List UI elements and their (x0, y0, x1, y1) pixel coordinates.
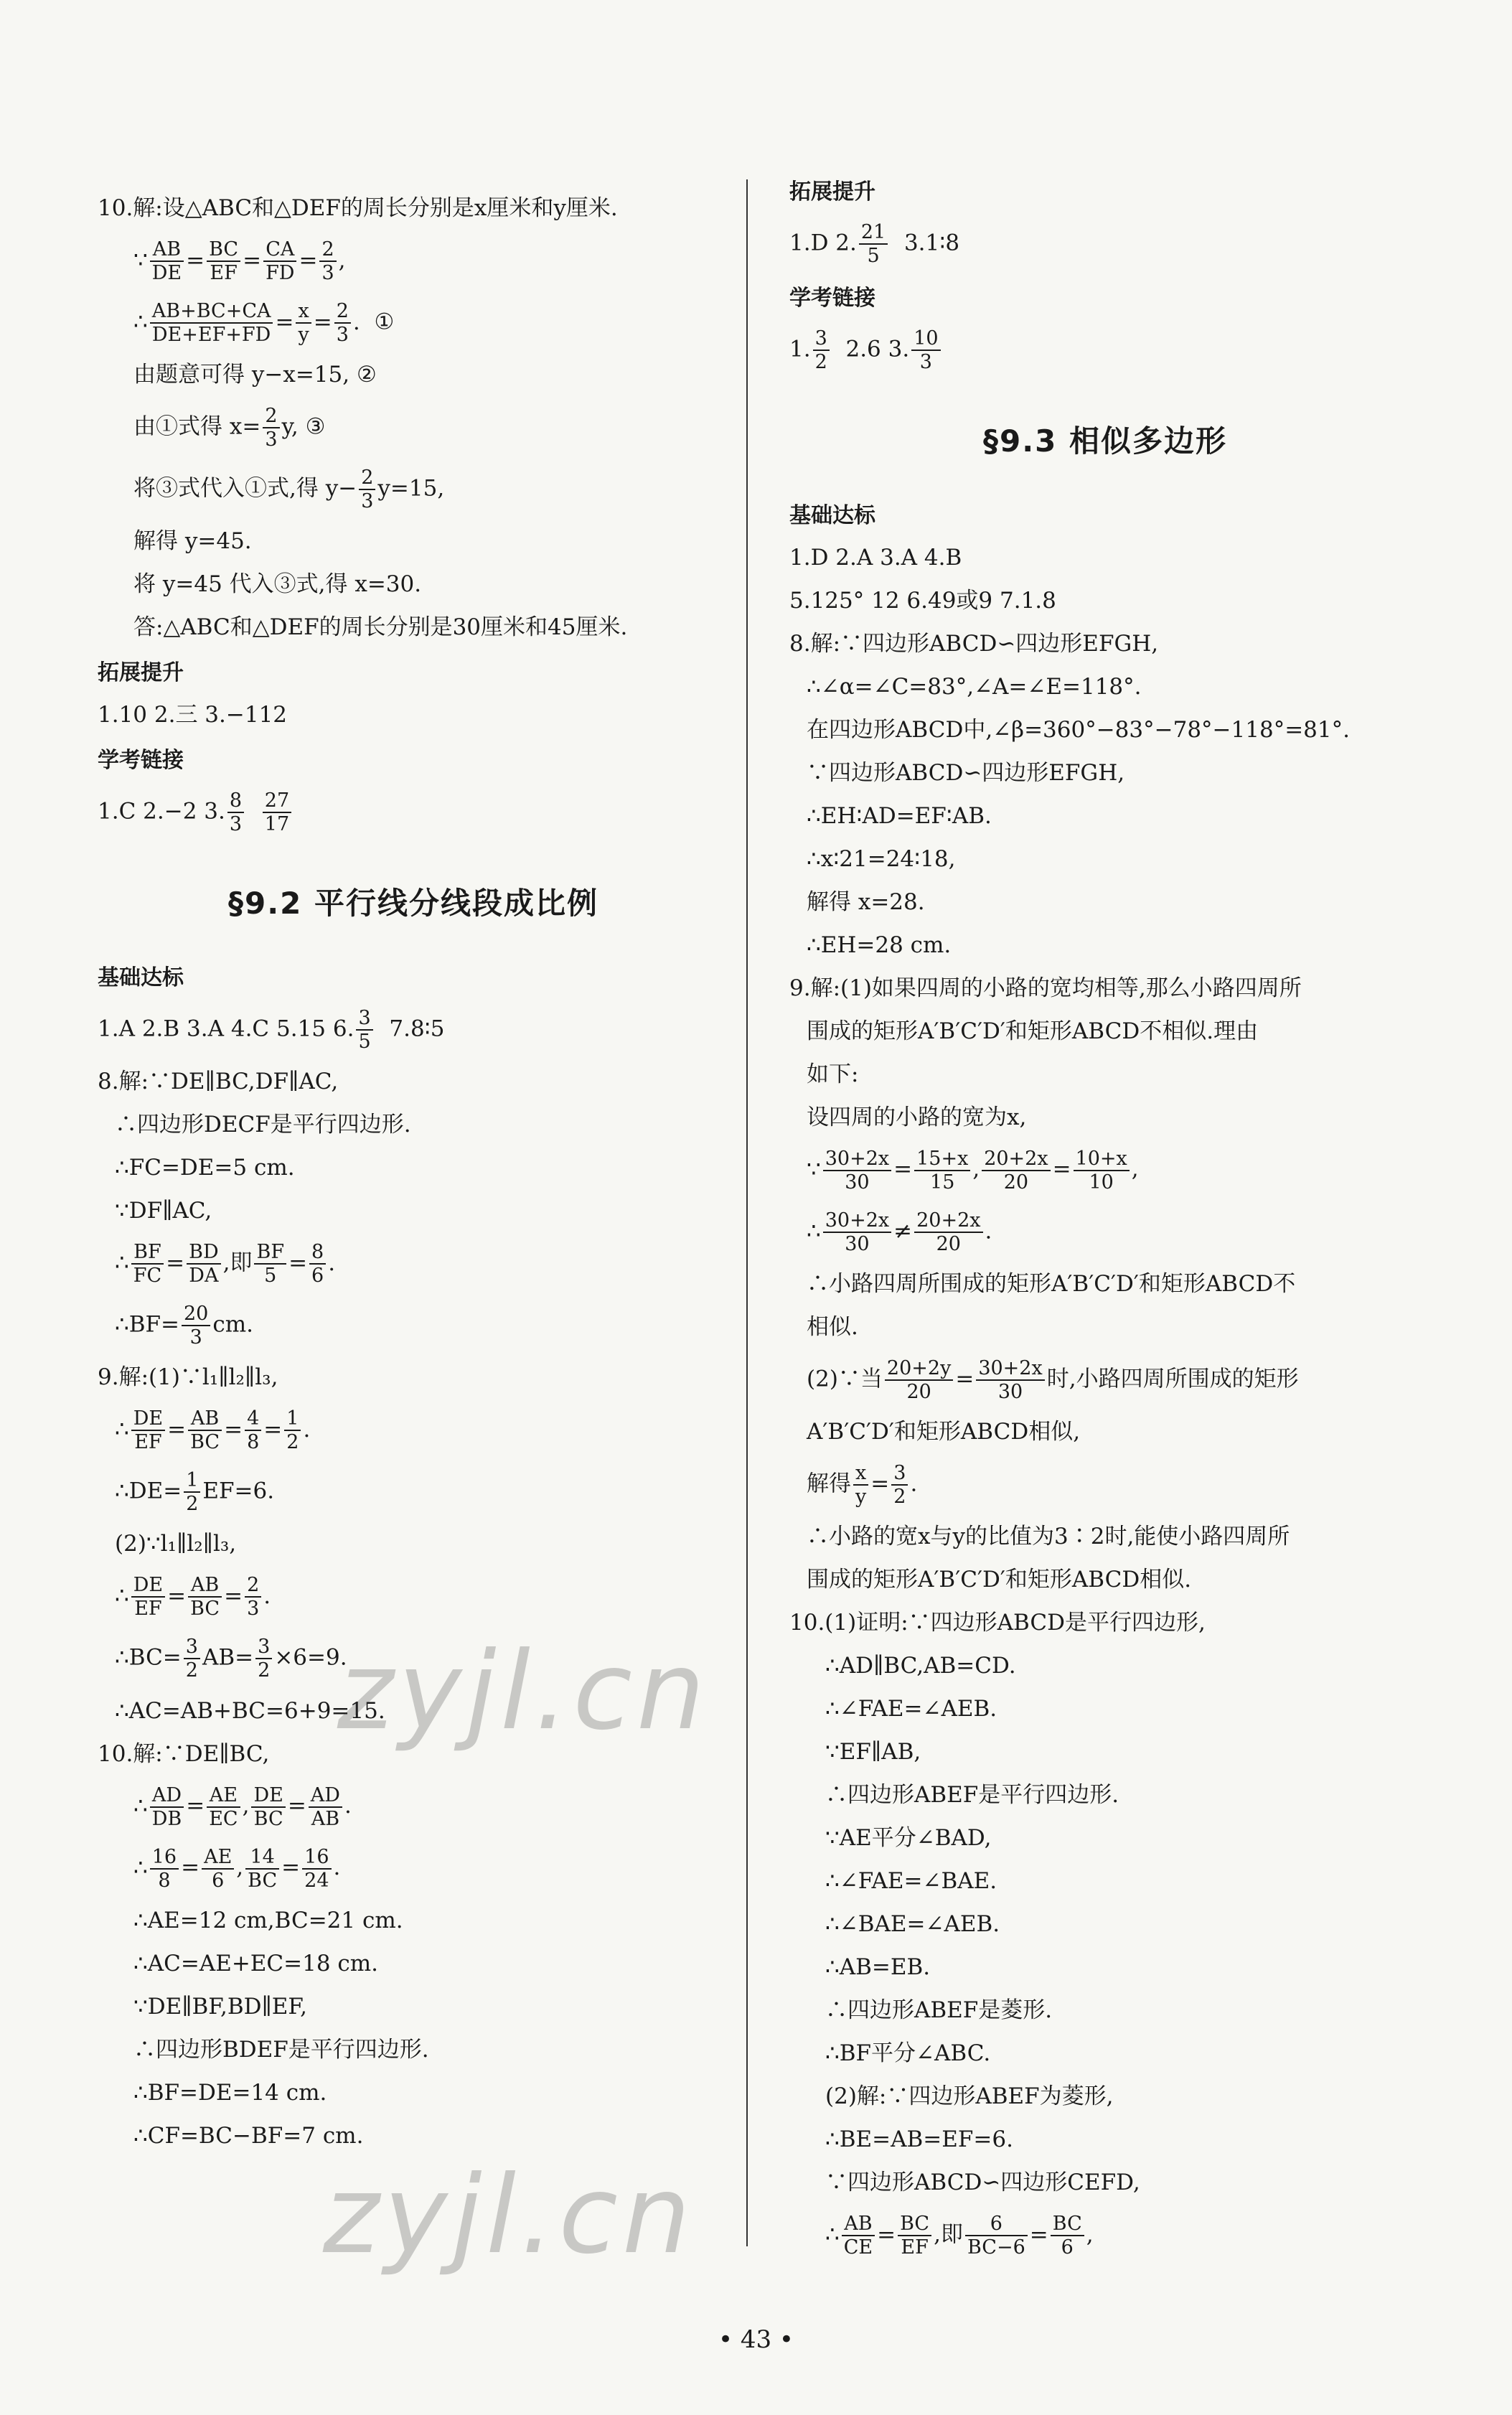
equation: (2)∵当 $\frac{20+2y}{20}$ = $\frac{30+2x}{30}$ 时,小路四周所围成的矩形 (807, 1356, 1299, 1403)
text-line: 5.125° 12 6.49或9 7.1.8 (789, 587, 1056, 614)
numerator: 30+2x (823, 1148, 891, 1171)
text-line: ∴EH∶AD=EF∶AB. (807, 802, 992, 829)
section-heading: 学考链接 (789, 286, 875, 311)
denominator: 30 (997, 1380, 1023, 1403)
section-title: §9.2 平行线分线段成比例 (227, 886, 599, 922)
text-line: ∴四边形ABEF是菱形. (825, 1997, 1053, 2023)
numerator: AD (309, 1784, 342, 1808)
numerator: BC (207, 238, 240, 262)
numerator: CA (263, 238, 296, 262)
equation: ∴ $\frac{AB+BC+CA}{DE+EF+FD}$ = $\frac{x}{y}$ = $\frac{2}{3}$ . ① (133, 300, 395, 347)
fraction (965, 2213, 1028, 2259)
equation: 由①式得 x= $\frac{2}{3}$ y, ③ (133, 405, 326, 451)
fraction (150, 1784, 184, 1830)
denominator: 6 (311, 1265, 324, 1287)
denominator: 2 (185, 1659, 198, 1682)
text-line: ∴四边形DECF是平行四边形. (115, 1111, 411, 1138)
numerator: 14 (245, 1846, 279, 1870)
section-heading: 学考链接 (98, 748, 184, 774)
text-line: ∵DF∥AC, (115, 1197, 212, 1224)
numerator: 2 (359, 466, 375, 490)
column-divider (746, 179, 748, 2246)
equation: ∵ $\frac{30+2x}{30}$ = $\frac{15+x}{15}$ , $\frac{20+2x}{20}$ = $\frac{10+x}{10}$ , (807, 1147, 1139, 1194)
fraction (184, 1636, 200, 1682)
text-line: 1.D 2.A 3.A 4.B (789, 544, 962, 571)
text-line: 如下: (807, 1061, 859, 1087)
denominator: 2 (258, 1659, 271, 1682)
text-line: ∴AB=EB. (825, 1954, 931, 1980)
numerator: AB (188, 1574, 222, 1598)
answer-line: 1. $\frac{3}{2}$ 2.6 3. $\frac{10}{3}$ (789, 327, 1421, 373)
section-heading: 基础达标 (98, 965, 184, 990)
text-line: ∴∠BAE=∠AEB. (825, 1910, 1000, 1937)
fraction (245, 1574, 261, 1620)
fraction (914, 1209, 982, 1255)
fraction (296, 300, 311, 346)
denominator: y (298, 324, 309, 347)
equation: 将③式代入①式,得 y− $\frac{2}{3}$ y=15, (133, 466, 445, 513)
text-line: (2)∵l₁∥l₂∥l₃, (115, 1531, 237, 1557)
equation: ∴ $\frac{BF}{FC}$ = $\frac{BD}{DA}$ ,即 $\frac{BF}{5}$ = $\frac{8}{6}$ . (115, 1240, 336, 1287)
text-line: ∴四边形ABEF是平行四边形. (825, 1781, 1119, 1808)
fraction (813, 327, 830, 373)
denominator: 3 (361, 490, 374, 513)
numerator: 20+2y (885, 1357, 953, 1381)
fraction (150, 238, 184, 284)
watermark: zyjl.cn (323, 2153, 695, 2278)
fraction (1051, 2213, 1084, 2259)
denominator: 15 (930, 1171, 955, 1194)
section-heading: 基础达标 (789, 502, 875, 528)
equation: ∴ $\frac{DE}{EF}$ = $\frac{AB}{BC}$ = $\frac{4}{8}$ = $\frac{1}{2}$ . (115, 1407, 311, 1454)
fraction (891, 1462, 908, 1508)
text-line: ∵EF∥AB, (825, 1738, 921, 1765)
denominator: DE (151, 262, 182, 285)
denominator: 3 (919, 351, 932, 374)
numerator: x (853, 1462, 868, 1486)
numerator: 2 (245, 1574, 261, 1598)
denominator: 2 (286, 1431, 299, 1454)
fraction (255, 1636, 272, 1682)
fraction (853, 1462, 868, 1508)
text-line: ∴四边形BDEF是平行四边形. (133, 2036, 429, 2063)
numerator: BF (254, 1241, 286, 1265)
fraction (885, 1357, 953, 1403)
denominator: 3 (321, 262, 334, 285)
denominator: 3 (189, 1326, 202, 1349)
numerator: 21 (859, 221, 888, 245)
answer-line: 1.10 2.三 3.−112 (98, 702, 288, 728)
denominator: 6 (212, 1869, 225, 1892)
numerator: 16 (302, 1846, 331, 1870)
fraction (263, 789, 291, 835)
numerator: BD (187, 1241, 221, 1265)
fraction (976, 1357, 1044, 1403)
numerator: 20 (182, 1303, 210, 1326)
denominator: 3 (247, 1598, 260, 1621)
text-line: A′B′C′D′和矩形ABCD相似, (807, 1418, 1081, 1445)
numerator: 2 (263, 405, 279, 428)
fraction (309, 1784, 342, 1830)
answer-line: 1.D 2. $\frac{21}{5}$ 3.1∶8 (789, 221, 960, 268)
fraction (263, 405, 279, 451)
denominator: 24 (304, 1869, 329, 1892)
equation: ∴BC= $\frac{3}{2}$ AB= $\frac{3}{2}$ ×6=9. (115, 1636, 347, 1682)
fraction (182, 1303, 210, 1349)
denominator: 2 (186, 1493, 199, 1516)
denominator: 17 (264, 813, 290, 836)
denominator: 20 (936, 1232, 961, 1255)
denominator: DB (151, 1807, 182, 1830)
fraction (207, 238, 240, 284)
fraction (359, 466, 375, 512)
fraction (309, 1241, 326, 1287)
numerator: 30+2x (823, 1209, 891, 1233)
text-line: ∴EH=28 cm. (807, 932, 952, 958)
text-line: 9.解:(1)∵l₁∥l₂∥l₃, (98, 1364, 278, 1391)
text-line: 设四周的小路的宽为x, (807, 1104, 1027, 1130)
denominator: EF (134, 1431, 162, 1454)
numerator: 8 (309, 1241, 326, 1265)
fraction (202, 1846, 234, 1892)
text-line: ∴AC=AE+EC=18 cm. (133, 1950, 379, 1976)
text-line: 10.解:设△ABC和△DEF的周长分别是x厘米和y厘米. (98, 195, 618, 221)
denominator: BC (190, 1431, 220, 1454)
equation: ∴ $\frac{30+2x}{30}$ ≠ $\frac{20+2x}{20}$ . (807, 1209, 992, 1255)
text-line: 9.解:(1)如果四周的小路的宽均相等,那么小路四周所 (789, 975, 1302, 1001)
denominator: DE+EF+FD (151, 324, 271, 347)
text-line: ∴∠FAE=∠BAE. (825, 1867, 997, 1894)
denominator: 6 (1061, 2236, 1074, 2259)
numerator: BC (1051, 2213, 1084, 2236)
fraction (823, 1209, 891, 1255)
fraction (150, 1846, 179, 1892)
text-line: 8.解:∵四边形ABCD∽四边形EFGH, (789, 630, 1159, 657)
denominator: CE (843, 2236, 873, 2259)
numerator: AB (842, 2213, 875, 2236)
text-line: ∴AD∥BC,AB=CD. (825, 1652, 1016, 1679)
text-line: 8.解:∵DE∥BC,DF∥AC, (98, 1068, 339, 1094)
numerator: 2 (334, 300, 351, 324)
text-line: ∴AC=AB+BC=6+9=15. (115, 1697, 385, 1724)
denominator: 5 (358, 1030, 371, 1053)
equation: ∴ $\frac{DE}{EF}$ = $\frac{AB}{BC}$ = $\frac{2}{3}$ . (115, 1574, 271, 1621)
numerator: 4 (245, 1407, 261, 1431)
text-line: 解得 y=45. (133, 528, 252, 555)
text-line: ∴BF平分∠ABC. (825, 2040, 991, 2066)
numerator: DE (251, 1784, 285, 1808)
numerator: 2 (319, 238, 336, 262)
text-line: (2)解:∵四边形ABEF为菱形, (825, 2083, 1114, 2109)
fraction (207, 1784, 240, 1830)
text-line: ∴CF=BC−BF=7 cm. (133, 2122, 364, 2149)
fraction (245, 1407, 261, 1453)
numerator: BF (131, 1241, 164, 1265)
text-line: 围成的矩形A′B′C′D′和矩形ABCD相似. (807, 1566, 1192, 1593)
text-line: 10.解:∵DE∥BC, (98, 1740, 270, 1767)
numerator: 10+x (1074, 1148, 1130, 1171)
denominator: 5 (264, 1265, 277, 1287)
text-line: ∵DE∥BF,BD∥EF, (133, 1993, 307, 2020)
numerator: AE (202, 1846, 234, 1870)
numerator: AB (150, 238, 184, 262)
section-heading: 拓展提升 (98, 660, 184, 686)
text-line: 在四边形ABCD中,∠β=360°−83°−78°−118°=81°. (807, 716, 1350, 743)
denominator: 2 (814, 351, 827, 374)
left-column (98, 179, 729, 2166)
denominator: 20 (906, 1380, 931, 1403)
denominator: BC (248, 1869, 278, 1892)
numerator: 3 (356, 1007, 372, 1031)
denominator: FD (266, 262, 295, 285)
fraction (982, 1148, 1050, 1194)
denominator: 3 (265, 428, 278, 451)
fraction (319, 238, 336, 284)
right-column (789, 179, 1421, 2274)
denominator: 8 (247, 1431, 260, 1454)
denominator: 5 (867, 245, 880, 268)
fraction (1074, 1148, 1130, 1194)
numerator: AB (188, 1407, 222, 1431)
fraction (302, 1846, 331, 1892)
fraction (131, 1407, 165, 1453)
text-line: ∴∠FAE=∠AEB. (825, 1695, 997, 1722)
numerator: 20+2x (914, 1209, 982, 1233)
numerator: 30+2x (976, 1357, 1044, 1381)
watermark: zyjl.cn (337, 1629, 710, 1754)
text-line: ∴BE=AB=EF=6. (825, 2126, 1013, 2152)
text-line: ∴FC=DE=5 cm. (115, 1154, 295, 1181)
numerator: 10 (911, 327, 940, 351)
fraction (227, 789, 244, 835)
text-line: ∵四边形ABCD∽四边形EFGH, (807, 759, 1125, 786)
numerator: 1 (284, 1407, 301, 1431)
denominator: BC (190, 1598, 220, 1621)
fraction (823, 1148, 891, 1194)
fraction (263, 238, 296, 284)
text-line: 10.(1)证明:∵四边形ABCD是平行四边形, (789, 1609, 1206, 1636)
fraction (251, 1784, 285, 1830)
answer-line: 1.A 2.B 3.A 4.C 5.15 6. $\frac{3}{5}$ 7.8∶5 (98, 1006, 445, 1053)
fraction (859, 221, 888, 267)
denominator: 30 (845, 1171, 870, 1194)
fraction (911, 327, 940, 373)
denominator: 20 (1003, 1171, 1029, 1194)
text-line: 答:△ABC和△DEF的周长分别是30厘米和45厘米. (133, 614, 628, 641)
equation: ∴ $\frac{16}{8}$ = $\frac{AE}{6}$ , $\frac{14}{BC}$ = $\frac{16}{24}$ . (133, 1845, 341, 1892)
fraction (188, 1574, 222, 1620)
numerator: 6 (965, 2213, 1028, 2236)
text-line: 解得 x=28. (807, 888, 925, 915)
text-line: 由题意可得 y−x=15, ② (133, 362, 377, 388)
equation: ∴ $\frac{AD}{DB}$ = $\frac{AE}{EC}$ , $\frac{DE}{BC}$ = $\frac{AD}{AB}$ . (133, 1783, 352, 1830)
fraction (184, 1469, 200, 1515)
fraction (898, 2213, 931, 2259)
fraction (254, 1241, 286, 1287)
fraction (187, 1241, 221, 1287)
denominator: 3 (229, 813, 243, 836)
denominator: EC (209, 1807, 238, 1830)
equation: ∴ $\frac{AB}{CE}$ = $\frac{BC}{EF}$ ,即 $\frac{6}{BC-6}$ = $\frac{BC}{6}$ , (825, 2212, 1094, 2259)
text-line: 相似. (807, 1313, 858, 1340)
numerator: 3 (255, 1636, 272, 1659)
text-line: ∴x∶21=24∶18, (807, 845, 956, 872)
numerator: DE (131, 1407, 165, 1431)
fraction (284, 1407, 301, 1453)
page-number: • 43 • (718, 2325, 794, 2354)
equation: ∴DE= $\frac{1}{2}$ EF=6. (115, 1469, 275, 1516)
text-line: ∴BF=DE=14 cm. (133, 2079, 327, 2106)
fraction (914, 1148, 970, 1194)
denominator: 30 (845, 1232, 870, 1255)
denominator: 8 (158, 1869, 171, 1892)
numerator: 15+x (914, 1148, 970, 1171)
text-line: ∴∠α=∠C=83°,∠A=∠E=118°. (807, 673, 1142, 700)
denominator: y (855, 1485, 867, 1508)
denominator: BC (253, 1807, 283, 1830)
denominator: 3 (336, 324, 349, 347)
numerator: 16 (150, 1846, 179, 1870)
text-line: 围成的矩形A′B′C′D′和矩形ABCD不相似.理由 (807, 1018, 1259, 1044)
numerator: AE (207, 1784, 240, 1808)
denominator: EF (210, 262, 238, 285)
numerator: 3 (891, 1462, 908, 1486)
fraction (334, 300, 351, 346)
fraction (356, 1007, 372, 1053)
denominator: 10 (1089, 1171, 1114, 1194)
numerator: x (296, 300, 311, 324)
fraction (842, 2213, 875, 2259)
numerator: DE (131, 1574, 165, 1598)
text-line: ∴AE=12 cm,BC=21 cm. (133, 1907, 403, 1933)
denominator: 2 (893, 1485, 906, 1508)
equation: ∵ $\frac{AB}{DE}$ = $\frac{BC}{EF}$ = $\frac{CA}{FD}$ = $\frac{2}{3}$ , (133, 238, 346, 285)
text-line: ∵四边形ABCD∽四边形CEFD, (825, 2169, 1140, 2195)
fraction (245, 1846, 279, 1892)
equation: 解得 $\frac{x}{y}$ = $\frac{3}{2}$ . (807, 1461, 918, 1508)
numerator: 20+2x (982, 1148, 1050, 1171)
numerator: 1 (184, 1469, 200, 1493)
equation: ∴BF= $\frac{20}{3}$ cm. (115, 1303, 253, 1349)
denominator: AB (311, 1807, 340, 1830)
denominator: FC (133, 1265, 162, 1287)
section-title: §9.3 相似多边形 (982, 423, 1228, 459)
fraction (131, 1241, 164, 1287)
answer-line: 1.C 2.−2 3. $\frac{8}{3}$ $\frac{27}{17}$ (98, 789, 729, 835)
text-line: 将 y=45 代入③式,得 x=30. (133, 571, 422, 598)
numerator: BC (898, 2213, 931, 2236)
numerator: AD (150, 1784, 184, 1808)
section-heading: 拓展提升 (789, 179, 875, 205)
fraction (131, 1574, 165, 1620)
text-line: ∵AE平分∠BAD, (825, 1824, 992, 1851)
numerator: AB+BC+CA (150, 300, 273, 324)
text-line: ∴小路的宽x与y的比值为3∶2时,能使小路四周所 (807, 1523, 1290, 1549)
denominator: EF (134, 1598, 162, 1621)
denominator: BC−6 (967, 2236, 1025, 2259)
denominator: DA (189, 1265, 219, 1287)
fraction (188, 1407, 222, 1453)
denominator: EF (901, 2236, 929, 2259)
text-line: ∴小路四周所围成的矩形A′B′C′D′和矩形ABCD不 (807, 1270, 1296, 1297)
numerator: 3 (813, 327, 830, 351)
numerator: 3 (184, 1636, 200, 1659)
numerator: 27 (263, 789, 291, 813)
fraction (150, 300, 273, 346)
numerator: 8 (227, 789, 244, 813)
